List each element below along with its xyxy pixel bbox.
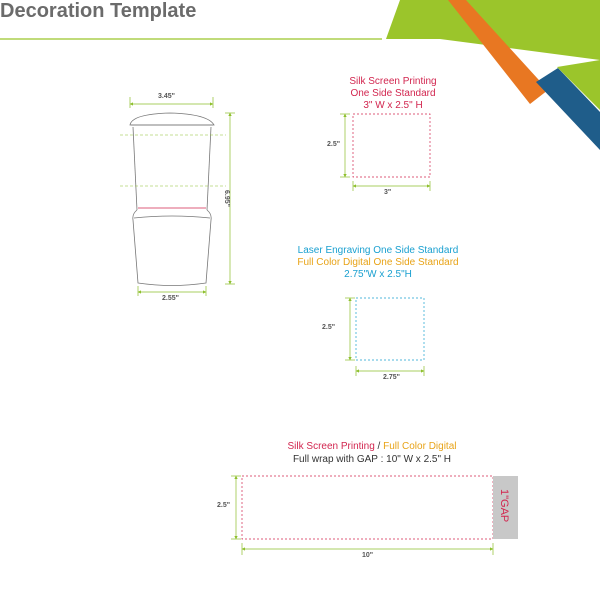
silk-width-label: 3"	[384, 189, 392, 196]
silk-dims	[340, 114, 430, 191]
laser-heading: Laser Engraving One Side Standard	[297, 245, 459, 256]
laser-height-label: 2.5"	[322, 324, 336, 331]
tumbler-bottom-width: 2.55"	[162, 295, 179, 302]
wrap-heading-silk: Silk Screen Printing	[287, 441, 375, 452]
laser-size: 2.75"W x 2.5"H	[344, 269, 412, 280]
tumbler-outline	[130, 113, 214, 286]
wrap-print-area	[242, 476, 493, 539]
silk-heading: Silk Screen Printing	[349, 76, 437, 87]
wrap-dims	[231, 476, 493, 555]
silk-height-label: 2.5"	[327, 141, 341, 148]
silk-print-area	[353, 114, 430, 177]
fullcolor-heading: Full Color Digital One Side Standard	[297, 257, 459, 268]
tumbler-top-width: 3.45"	[158, 93, 175, 100]
gap-label: 1"GAP	[498, 489, 510, 523]
tumbler-height: 6.95"	[223, 190, 230, 207]
page-title: Decoration Template	[0, 0, 197, 22]
wrap-heading-sep: /	[374, 441, 384, 452]
wrap-height-label: 2.5"	[217, 502, 231, 509]
laser-width-label: 2.75"	[383, 374, 400, 381]
laser-dims	[345, 298, 424, 376]
tumbler-dims	[130, 97, 235, 296]
wrap-width-label: 10"	[362, 552, 374, 559]
laser-print-area	[356, 298, 424, 360]
wrap-heading-digital: Full Color Digital	[383, 441, 457, 452]
wrap-size: Full wrap with GAP : 10" W x 2.5" H	[292, 454, 452, 465]
silk-size: 3" W x 2.5" H	[363, 100, 423, 111]
silk-subheading: One Side Standard	[350, 88, 436, 99]
wrap-heading	[272, 441, 472, 453]
